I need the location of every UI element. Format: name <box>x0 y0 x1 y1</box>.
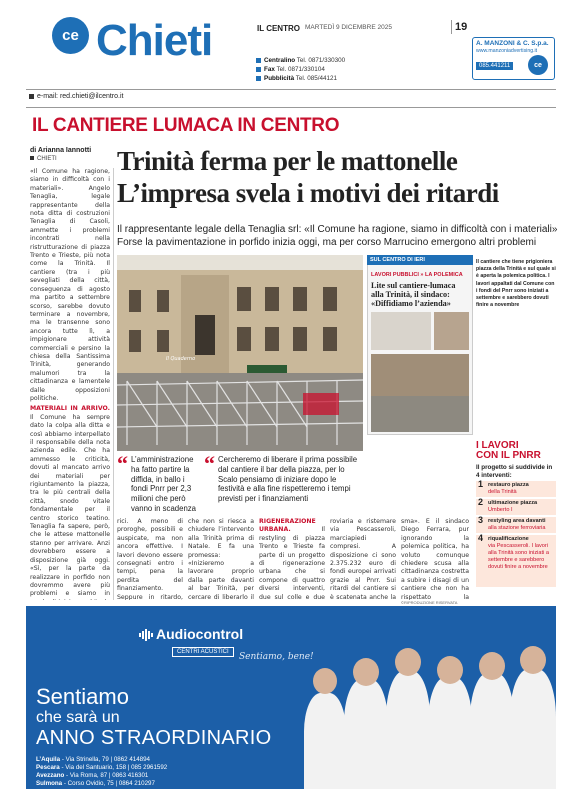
quote-mark-icon: “ <box>204 451 215 476</box>
author: di Arianna Iannotti <box>30 147 92 154</box>
pnrr-item: 4 riqualificazione via Pescasseroli. I lavori alla Trinità sono iniziati a settembre e sarebbero dovuti finire a novembre <box>476 535 556 587</box>
contact-fax: Fax Tel. 0871/330104 <box>256 66 325 73</box>
contact-centralino: Centralino Tel. 0871/330300 <box>256 57 345 64</box>
quote-1: L’amministrazione ha fatto partire la diffida, in ballo i fondi Pnrr per 2,3 milioni che però vanno in scadenza <box>131 455 197 513</box>
copyright-note: ©RIPRODUZIONE RISERVATA <box>401 600 458 605</box>
article-column-6: sma». E il sindaco Diego Ferrara, pur ignorando la polemica politica, ha voluto comunque chiedere scusa alla cittadinanza costretta a subire i disagi di un cantiere che non ha rispettato la <box>401 518 469 600</box>
advert-address: Sulmona - Corso Ovidio, 75 | 0864 210297 <box>36 780 155 787</box>
advert-person-head <box>437 656 463 684</box>
advert-person-head <box>395 648 421 676</box>
advert-person <box>386 671 430 789</box>
advert-person-head <box>479 652 505 680</box>
clipping-title: Lite sul cantiere-lumaca alla Trinità, il sindaco: «Diffidiamo l’azienda» <box>371 281 456 308</box>
page-separator <box>451 20 452 34</box>
quote-mark-icon: “ <box>117 451 128 476</box>
piazza-illustration <box>117 255 363 451</box>
advert-address: L’Aquila - Via Strinella, 79 | 0862 414894 <box>36 756 150 763</box>
headline-line-2: L’impresa svela i motivi dei ritardi <box>117 178 499 208</box>
pnrr-subtitle: Il progetto si suddivide in 4 interventi: <box>476 464 553 479</box>
article-column-2: rici. A meno di proroghe, possibili e auspicate, ma non ancora effettive. I lavori devono essere consegnati entro i tempi, pena la perdita del finanziamento. Seppure in ritardo, <box>117 518 183 600</box>
advert-address: Pescara - Via del Santuario, 158 | 085 2961592 <box>36 764 168 771</box>
advert-address: Avezzano - Via Roma, 87 | 0863 416301 <box>36 772 149 779</box>
article-column-1 <box>30 168 110 600</box>
advertiser-name: A. MANZONI & C. S.p.a. <box>476 40 549 47</box>
advert-person <box>428 677 472 789</box>
subheadline-2: Forse la pavimentazione in porfido inizia oggi, ma per corso Marrucino emergono altri problemi <box>117 237 537 248</box>
advert-tag: CENTRI ACUSTICI <box>172 647 234 657</box>
advert-headline-3: ANNO STRAORDINARIO <box>36 727 272 749</box>
paragraph: MATERIALI IN ARRIVO. Il Comune ha sempre dato la colpa alla ditta e così abbiamo interpellato il responsabile della nota azienda edile. Che ha ammesso le criticità, dovuti al mancato arrivo dei materiali per rigiuntamento la piazza, tra le più centrali della città, snodo vitale fondamentale per il centro storico teatino. Tenaglia fa sapere, però, che le attese mattonelle stanno per arrivare. Anzi dovrebbero essere a disposizione già oggi. «Sì, per la parte da realizzare in porfido non dovremmo avere più problemi e siamo in <box>30 405 110 598</box>
article-column-5: roviaria e ristemare via Pescasseroli, marciapiedi compresi. A disposizione ci sono 2.375.232 euro di fondi europei arrivati grazie al Pnrr. Sui ritardi del cantiere si è scatenata anche la <box>330 518 396 600</box>
headline-line-1: Trinità ferma per le mattonelle <box>117 146 458 176</box>
newspaper-logo: ce <box>52 17 89 54</box>
square-bullet-icon <box>29 94 34 99</box>
advert-person <box>510 669 556 789</box>
advert-person-head <box>313 668 337 694</box>
advertiser-logo: ce <box>528 55 548 75</box>
issue-date: MARTEDÌ 9 DICEMBRE 2025 <box>305 24 392 31</box>
cantiere-photo <box>117 255 363 451</box>
contact-pubblicita: Pubblicità Tel. 085/44121 <box>256 75 337 82</box>
advertiser-phone: 085.441211 <box>476 62 513 70</box>
advert-person-head <box>520 646 546 674</box>
clipping-photo-ground <box>371 396 469 432</box>
pnrr-title: I LAVORI CON IL PNRR <box>476 440 541 461</box>
email-line[interactable]: e-mail: red.chieti@ilcentro.it <box>29 93 123 100</box>
advert-person-head <box>353 658 379 686</box>
divider <box>26 107 556 108</box>
divider <box>26 89 556 90</box>
section-title: IL CANTIERE LUMACA IN CENTRO <box>32 115 340 136</box>
advert-headline-1: Sentiamo <box>36 684 129 709</box>
square-bullet-icon <box>256 58 261 63</box>
article-column-3: che non si riesca a chiudere l’intervento alla Trinità prima di Natale. E fa una promessa: «Inizieremo a lavorare proprio dalla parte davanti al bar Trinità, per cercare di liberarlo il <box>188 518 254 600</box>
column-divider <box>113 168 114 600</box>
page-number: 19 <box>455 21 468 33</box>
clipping-text-block <box>371 312 431 350</box>
advert-person <box>344 679 388 789</box>
audio-wave-icon <box>139 628 153 642</box>
pnrr-item: 2 ultimazione piazza Umberto I <box>476 499 556 515</box>
clipping-kicker: LAVORI PUBBLICI » LA POLEMICA <box>371 272 463 278</box>
square-bullet-icon <box>30 156 34 160</box>
square-bullet-icon <box>256 67 261 72</box>
article-column-4: RIGENERAZIONE URBANA. Il restyling di piazza Trento e Trieste fa parte di un progetto di rigenerazione urbana che si compone di quattro diversi interventi, due sul colle e due <box>259 518 325 600</box>
clipping-portrait <box>434 312 469 350</box>
city-title: Chieti <box>96 16 213 65</box>
square-bullet-icon <box>256 76 261 81</box>
advert-person <box>304 693 346 789</box>
pnrr-item: 1 restauro piazza della Trinità <box>476 481 556 497</box>
advert-person <box>470 673 514 789</box>
advert-signature: Sentiamo, bene! <box>239 652 314 662</box>
paper-name: IL CENTRO <box>257 24 300 33</box>
advert-brand: Audiocontrol <box>156 626 244 642</box>
subheadline-1: Il rappresentante legale della Tenaglia srl: «Il Comune ha ragione, siamo in difficoltà con i materiali» <box>117 224 558 235</box>
quote-2: Cercheremo di liberare il prima possibile dal cantiere il bar della piazza, per lo Scalo pensiamo di iniziare dopo le festività e alla fine rispetteremo i tempi previsti per i finanziamenti <box>218 455 358 504</box>
pnrr-item: 3 restyling area davanti alla stazione ferroviaria <box>476 517 556 533</box>
photo-sign-text: Il Quaderno <box>166 356 196 362</box>
advert-headline-2: che sarà un <box>36 709 120 726</box>
author-city: CHIETI <box>30 156 57 162</box>
clipping-caption: Il cantiere che tiene prigioniera piazza della Trinità e sul quale si è aperta la polemica politica. I lavori appaltati dal Comune con i fondi del Pnrr sono iniziati a settembre e sarebbero dovuti finire a novembre <box>476 259 556 309</box>
clipping-header: SUL CENTRO DI IERI <box>367 255 473 265</box>
paragraph: «Il Comune ha ragione, siamo in difficoltà con i materiali». Angelo Tenaglia, legale rappresentante della nota ditta di costruzioni Tenaglia di Casoli, ammette i problemi incontrati nella ristrutturazione di piazza Trento e Trieste, più nota come la Trinità. Il cantiere (tra i più sevegliati della città, conseguenza di agosto ma partito a settembre scorso, sarebbe dovuto terminare a novembre, ma le transenne sono ancora tutte lì, a impigionare attività commerciali e persino la chiesa della Santissima Trinità, generando malumori tra la cittadinanza e lamentele dalle opposizioni politiche. <box>30 168 110 402</box>
advertiser-website[interactable]: www.manzoniadvertising.it <box>476 48 538 54</box>
